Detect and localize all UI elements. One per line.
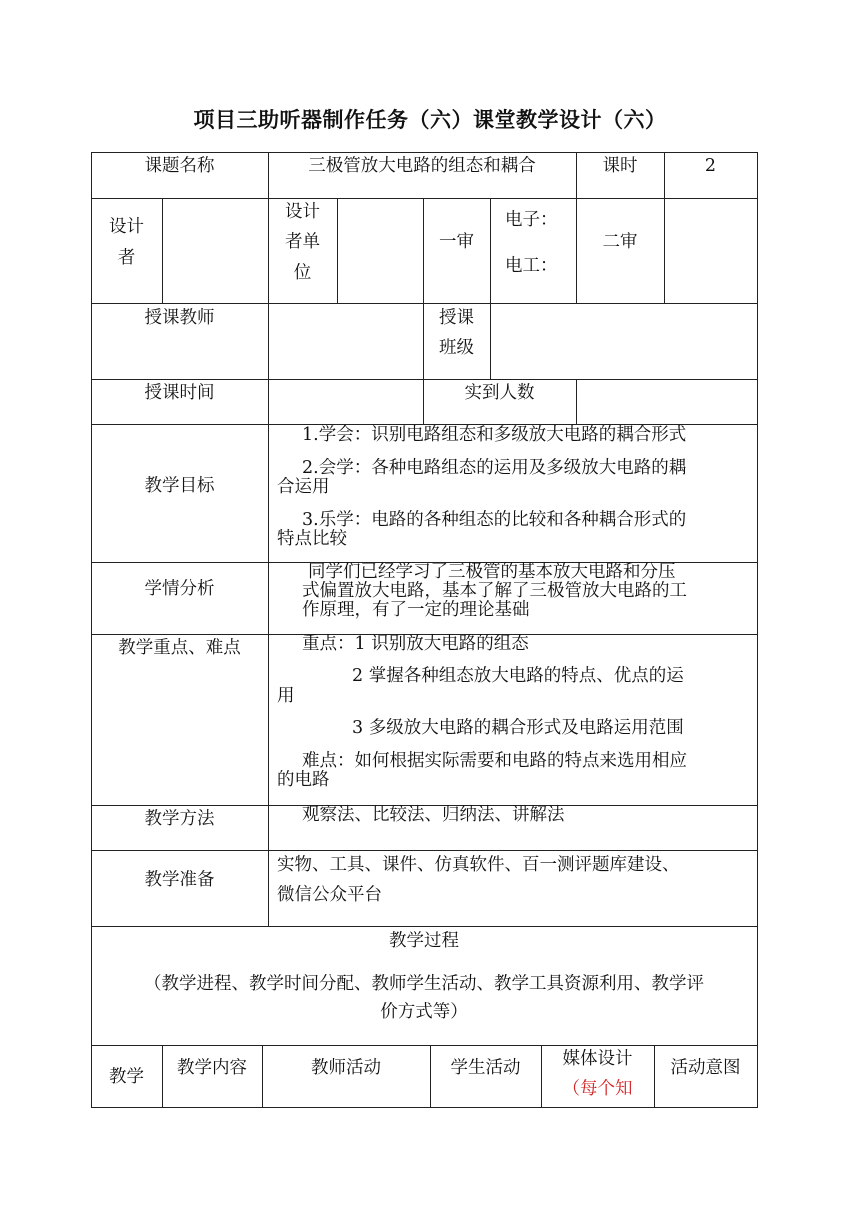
column-divider <box>490 198 491 303</box>
class-label: 授课 <box>439 308 474 328</box>
attendance-label: 实到人数 <box>464 383 535 403</box>
second-review-label: 二审 <box>602 232 638 252</box>
objectives-label: 教学目标 <box>144 476 215 496</box>
page-title: 项目三助听器制作任务（六）课堂教学设计（六） <box>193 108 667 132</box>
topic-label: 课题名称 <box>144 156 215 176</box>
process-heading: 教学过程 <box>389 931 459 951</box>
column-divider <box>268 424 269 926</box>
keypoint-item: 2 掌握各种组态放大电路的特点、优点的运 <box>352 666 684 686</box>
column-divider <box>162 198 163 303</box>
table-border-top <box>91 152 757 153</box>
row-divider <box>91 1045 757 1046</box>
preparation-value: 实物、工具、课件、仿真软件、百一测评题库建设、 <box>277 855 680 875</box>
header-content: 教学内容 <box>177 1058 247 1078</box>
hours-label: 课时 <box>602 156 638 176</box>
header-media-design-note: （每个知 <box>562 1079 633 1099</box>
process-note: （教学进程、教学时间分配、教师学生活动、教学工具资源利用、教学评 <box>144 974 704 994</box>
electrical-dept-label: 电工： <box>505 256 558 276</box>
keypoint-item: 重点：1 识别放大电路的组态 <box>302 634 529 654</box>
column-divider <box>268 379 269 424</box>
row-divider <box>91 198 757 199</box>
table-border-left <box>91 152 92 1108</box>
designer-unit-label: 位 <box>293 263 312 283</box>
column-divider <box>576 379 577 424</box>
designer-label: 设计 <box>109 217 144 237</box>
objective-item: 1.学会：识别电路组态和多级放大电路的耦合形式 <box>302 425 687 445</box>
keypoint-item: 3 多级放大电路的耦合形式及电路运用范围 <box>352 718 684 738</box>
row-divider <box>91 926 757 927</box>
header-teacher-activity: 教师活动 <box>311 1058 381 1078</box>
first-review-label: 一审 <box>439 232 474 252</box>
header-stage: 教学 <box>109 1067 144 1087</box>
header-media-design: 媒体设计 <box>562 1049 633 1069</box>
header-student-activity: 学生活动 <box>450 1058 521 1078</box>
analysis-label: 学情分析 <box>144 579 215 599</box>
class-label: 班级 <box>439 338 474 358</box>
topic-value: 三极管放大电路的组态和耦合 <box>308 156 536 176</box>
teacher-label: 授课教师 <box>144 308 215 328</box>
objective-item: 3.乐学：电路的各种组态的比较和各种耦合形式的 <box>302 510 687 530</box>
designer-unit-label: 设计 <box>285 202 320 222</box>
objective-item-cont: 特点比较 <box>277 529 347 549</box>
designer-label: 者 <box>117 248 136 268</box>
methods-label: 教学方法 <box>144 809 215 829</box>
keypoints-label: 教学重点、难点 <box>118 638 241 658</box>
table-border-right <box>757 152 758 1108</box>
header-intent: 活动意图 <box>670 1058 741 1078</box>
process-note: 价方式等） <box>380 1002 468 1022</box>
difficulty-item-cont: 的电路 <box>277 770 330 790</box>
column-divider <box>268 303 269 379</box>
row-divider <box>91 303 757 304</box>
objective-item-cont: 合运用 <box>277 477 330 497</box>
preparation-label: 教学准备 <box>144 870 215 890</box>
designer-unit-label: 者单 <box>285 232 320 252</box>
column-divider <box>337 198 338 303</box>
keypoint-item-cont: 用 <box>277 686 295 706</box>
column-divider <box>490 303 491 379</box>
row-divider <box>91 850 757 851</box>
time-label: 授课时间 <box>144 383 215 403</box>
hours-value: 2 <box>704 156 717 176</box>
row-divider <box>91 379 757 380</box>
objective-item: 2.会学：各种电路组态的运用及多级放大电路的耦 <box>302 458 687 478</box>
analysis-text: 式偏置放大电路，基本了解了三极管放大电路的工 <box>302 581 687 601</box>
preparation-value: 微信公众平台 <box>277 885 382 905</box>
analysis-text: 同学们已经学习了三极管的基本放大电路和分压 <box>308 562 676 582</box>
electronics-dept-label: 电子： <box>505 210 558 230</box>
column-divider <box>664 198 665 303</box>
methods-value: 观察法、比较法、归纳法、讲解法 <box>302 805 565 825</box>
analysis-text: 作原理，有了一定的理论基础 <box>302 600 530 620</box>
difficulty-item: 难点：如何根据实际需要和电路的特点来选用相应 <box>302 751 687 771</box>
table-border-bottom <box>91 1107 757 1108</box>
